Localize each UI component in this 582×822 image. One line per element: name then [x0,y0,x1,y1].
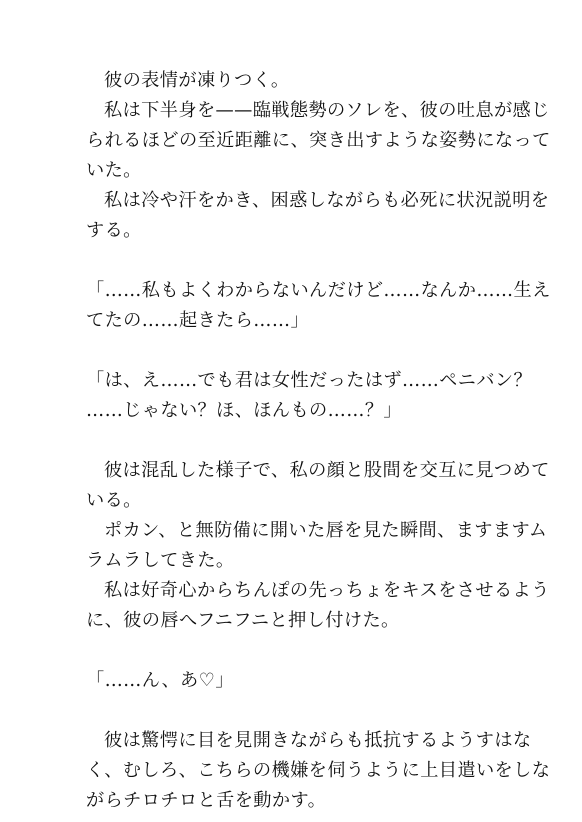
paragraph-line: がらチロチロと舌を動かす。 [86,790,327,811]
paragraph-line: に、彼の唇へフニフニと押し付けた。 [86,610,400,631]
paragraph-line: 彼は驚愕に目を見開きながらも抵抗するようすはな [104,730,532,751]
paragraph-line: 私は下半身を——臨戦態勢のソレを、彼の吐息が感じ [104,100,550,121]
paragraph-line: 彼は混乱した様子で、私の顔と股間を交互に見つめて [104,460,550,481]
blank-line [86,696,506,726]
dialogue-line: 「は、え……でも君は女性だったはず……ペニバン？ [86,370,533,391]
blank-line [86,336,506,366]
blank-line [86,636,506,666]
dialogue-line: てたの……起きたら……」 [86,310,310,331]
paragraph-line: く、むしろ、こちらの機嫌を伺うように上目遣いをしな [86,760,551,781]
dialogue-line: 「……私もよくわからないんだけど……なんか……生え [86,280,551,301]
paragraph-line: られるほどの至近距離に、突き出すような姿勢になって [86,130,551,151]
dialogue-line: ……じゃない？ほ、ほんもの……？」 [86,400,402,421]
paragraph-line: 私は好奇心からちんぽの先っちょをキスをさせるよう [104,580,550,601]
paragraph-line: ラムラしてきた。 [86,550,235,571]
paragraph-line: いた。 [86,160,142,181]
paragraph-line: 彼の表情が凍りつく。 [104,70,290,91]
paragraph-line: する。 [86,220,142,241]
blank-line [86,426,506,456]
paragraph-line: いる。 [86,490,142,511]
dialogue-line: 「……ん、あ♡」 [86,670,234,691]
document-page [86,66,551,816]
blank-line [86,246,506,276]
paragraph-line: 私は冷や汗をかき、困惑しながらも必死に状況説明を [104,190,550,211]
paragraph-line: ポカン、と無防備に開いた唇を見た瞬間、ますますム [104,520,548,541]
